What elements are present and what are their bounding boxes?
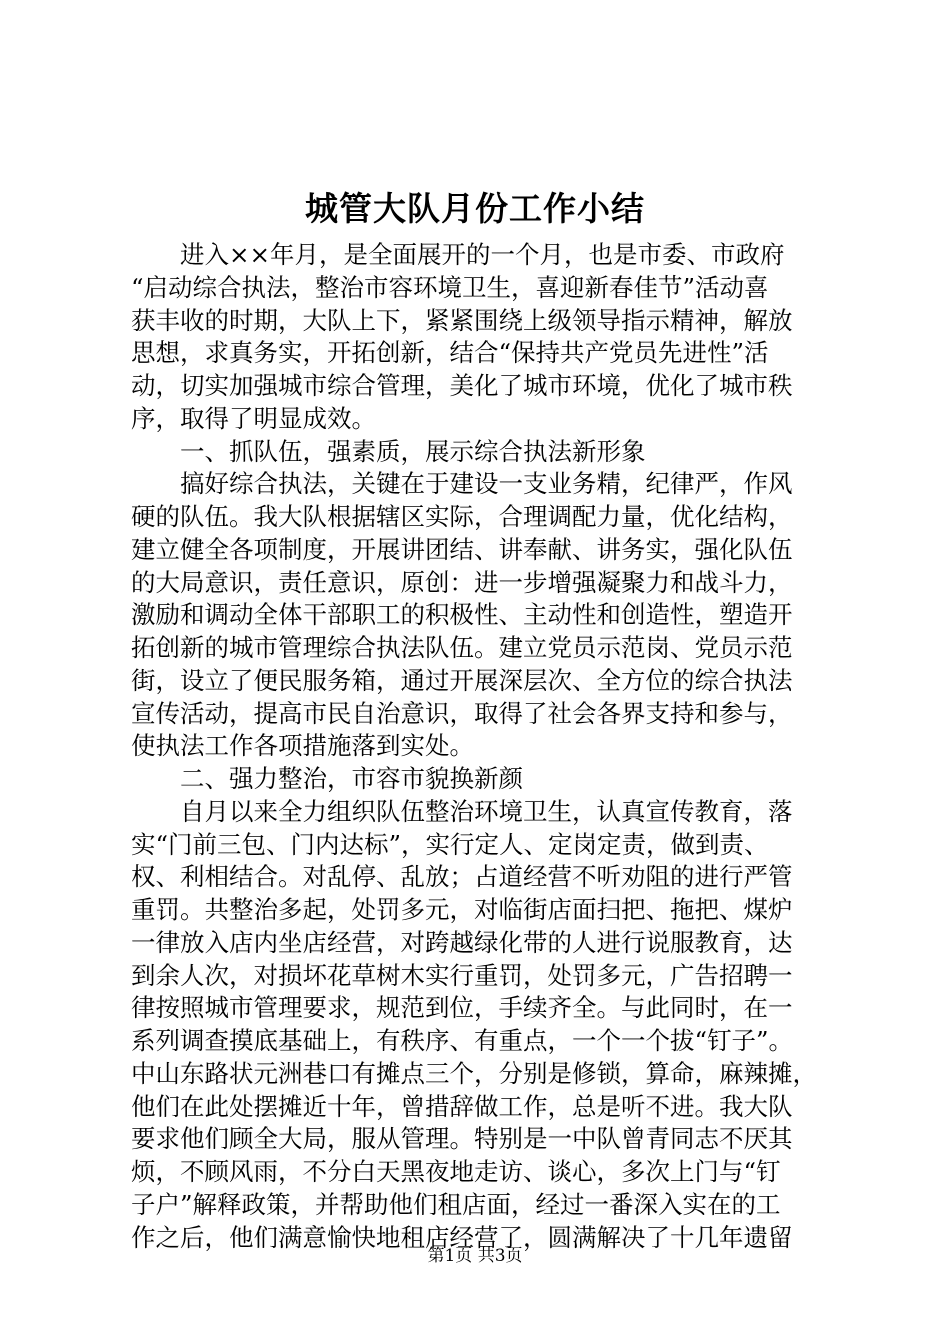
body-text-line: 权、利相结合。对乱停、乱放；占道经营不听劝阻的进行严管	[131, 862, 793, 892]
body-text-line: 烦，不顾风雨，不分白天黑夜地走访、谈心，多次上门与“钉	[131, 1157, 781, 1186]
body-text-line: 实“门前三包、门内达标”，实行定人、定岗定责，做到责、	[131, 829, 769, 859]
document-body	[131, 239, 831, 1254]
body-text-line: 激励和调动全体干部职工的积极性、主动性和创造性，塑造开	[131, 600, 793, 630]
body-text-line: 思想，求真务实，开拓创新，结合“保持共产党员先进性”活	[131, 338, 769, 368]
body-text-line: 中山东路状元洲巷口有摊点三个，分别是修锁，算命，麻辣摊，	[131, 1058, 817, 1088]
body-text-line: 街，设立了便民服务箱，通过开展深层次、全方位的综合执法	[131, 665, 793, 695]
body-text-line: 重罚。共整治多起，处罚多元，对临街店面扫把、拖把、煤炉	[131, 895, 793, 924]
body-text-line: 子户”解释政策，并帮助他们租店面，经过一番深入实在的工	[131, 1189, 781, 1219]
body-text-line: 系列调查摸底基础上，有秩序、有重点，一个一个拔“钉子”。	[131, 1026, 794, 1055]
body-text-line: 律按照城市管理要求，规范到位，手续齐全。与此同时，在一	[131, 993, 793, 1023]
body-text-line: 动，切实加强城市综合管理，美化了城市环境，优化了城市秩	[131, 371, 793, 400]
body-text-line: 序，取得了明显成效。	[131, 403, 376, 433]
document-title: 城管大队月份工作小结	[305, 189, 645, 228]
body-text-line: 要求他们顾全大局，服从管理。特别是一中队曾青同志不厌其	[131, 1124, 793, 1154]
body-text-line: 自月以来全力组织队伍整治环境卫生，认真宣传教育，落	[131, 796, 793, 826]
body-text-line: 搞好综合执法，关键在于建设一支业务精，纪律严，作风	[131, 469, 793, 499]
body-text-line: 二、强力整治，市容市貌换新颜	[131, 764, 523, 793]
body-text-line: 他们在此处摆摊近十年，曾措辞做工作，总是听不进。我大队	[131, 1091, 793, 1121]
page-footer: 第1页 共3页	[427, 1246, 523, 1266]
body-text-line: 作之后，他们满意愉快地租店经营了，圆满解决了十几年遗留	[131, 1222, 793, 1252]
body-text-line: 宣传活动，提高市民自治意识，取得了社会各界支持和参与，	[131, 698, 793, 728]
body-text-line: 到余人次，对损坏花草树木实行重罚，处罚多元，广告招聘一	[131, 960, 793, 990]
body-text-line: 拓创新的城市管理综合执法队伍。建立党员示范岗、党员示范	[131, 633, 793, 662]
body-text-line: 获丰收的时期，大队上下，紧紧围绕上级领导指示精神，解放	[131, 305, 793, 335]
body-text-line: 进入××年月，是全面展开的一个月，也是市委、市政府	[131, 240, 785, 269]
body-text-line: 建立健全各项制度，开展讲团结、讲奉献、讲务实，强化队伍	[131, 534, 793, 564]
body-text-line: 一律放入店内坐店经营，对跨越绿化带的人进行说服教育，达	[131, 927, 793, 957]
body-text-line: 一、抓队伍，强素质，展示综合执法新形象	[131, 436, 646, 466]
body-text-line: 的大局意识，责任意识，原创：进一步增强凝聚力和战斗力，	[131, 567, 793, 597]
body-text-line: “启动综合执法，整治市容环境卫生，喜迎新春佳节”活动喜	[131, 272, 769, 302]
body-text-line: 硬的队伍。我大队根据辖区实际，合理调配力量，优化结构，	[131, 502, 793, 531]
body-text-line: 使执法工作各项措施落到实处。	[131, 731, 474, 761]
